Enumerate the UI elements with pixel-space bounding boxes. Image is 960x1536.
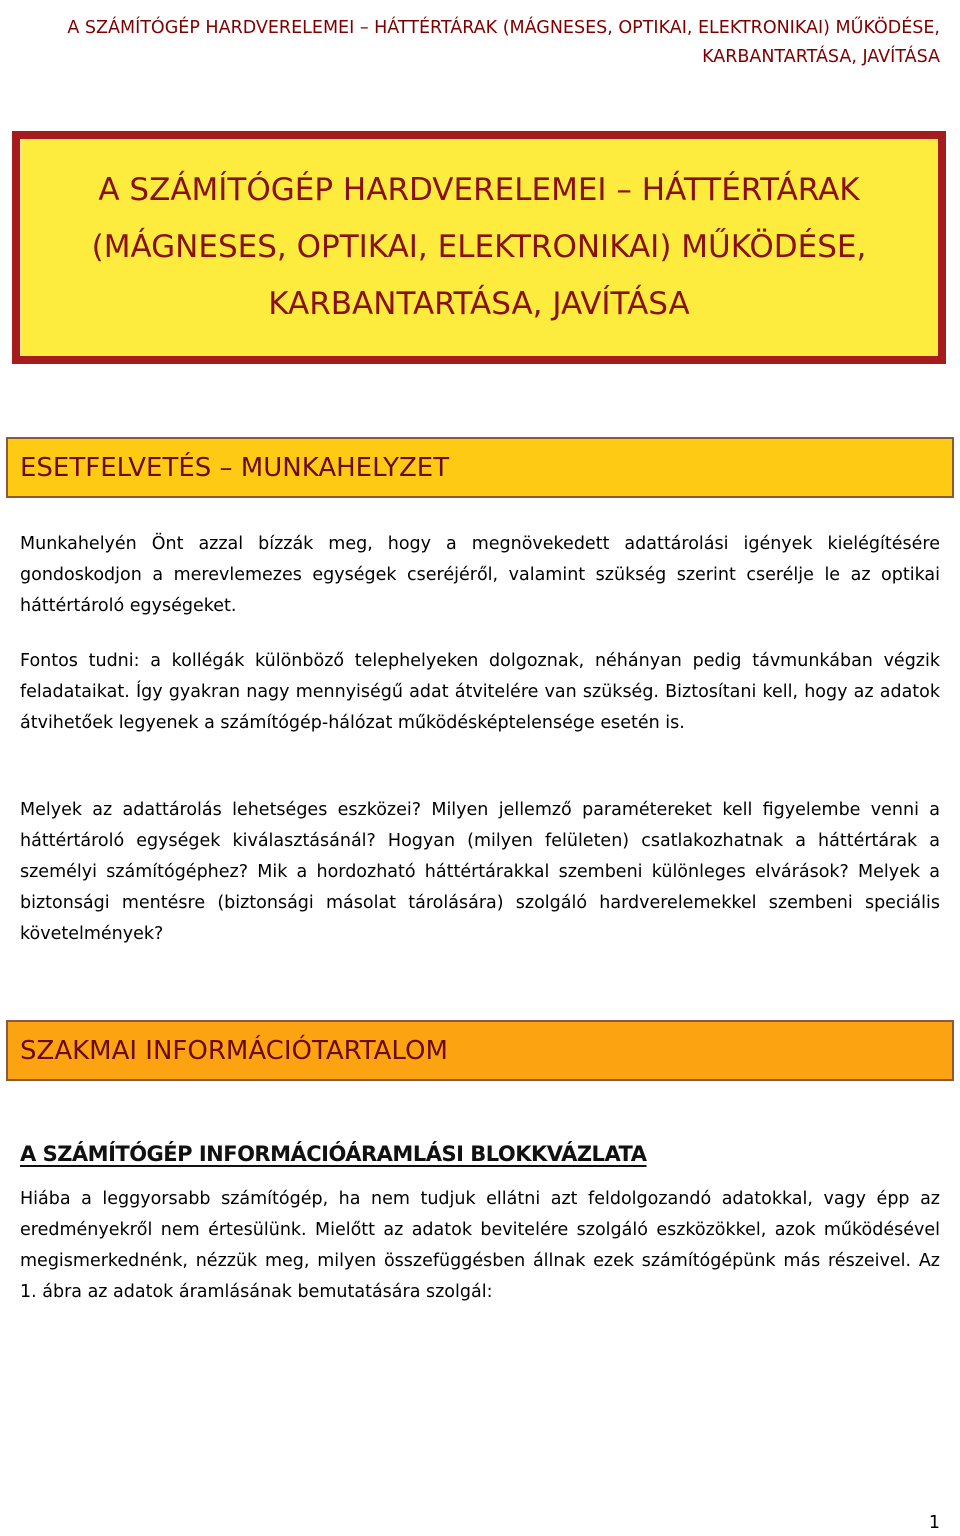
section-heading-label: SZAKMAI INFORMÁCIÓTARTALOM [20, 1035, 448, 1066]
paragraph-important: Fontos tudni: a kollégák különböző telephelyeken dolgoznak, néhányan pedig távmunkában végzik feladataikat. Így gyakran nagy mennyiségű adat átvitelére van szükség. Biztosítani kell, hogy az adatok átvihetőek legyenek a számítógép-hálózat működésképtelensége esetén is. [20, 651, 940, 733]
paragraph-assignment: Munkahelyén Önt azzal bízzák meg, hogy a megnövekedett adattárolási igények kielégítésére gondoskodjon a merevlemezes egységek cseréjéről, valamint szükség szerint cserélje le az optikai háttértároló egységeket. [20, 534, 940, 616]
page-number: 1 [928, 1513, 940, 1533]
document-title: A SZÁMÍTÓGÉP HARDVERELEMEI – HÁTTÉRTÁRAK (MÁGNESES, OPTIKAI, ELEKTRONIKAI) MŰKÖDÉSE, KARBANTARTÁSA, JAVÍTÁSA [91, 172, 867, 322]
title-box [12, 131, 946, 364]
paragraph-questions: Melyek az adattárolás lehetséges eszközei? Milyen jellemző paramétereket kell figyelembe venni a háttértároló egységek kiválasztásánál? Hogyan (milyen felületen) csatlakozhatnak a háttértárak a személyi számítógéphez? Mik a hordozható háttértárakkal szembeni különleges elvárások? Melyek a biztonsági mentésre (biztonsági másolat tárolására) szolgáló hardverelemekkel szembeni speciális követelmények? [20, 800, 940, 944]
paragraph-intro: Hiába a leggyorsabb számítógép, ha nem tudjuk ellátni azt feldolgozandó adatokkal, vagy épp az eredményekről nem értesülünk. Mielőtt az adatok bevitelére szolgáló eszközökkel, azok működésével megismerkednénk, nézzük meg, milyen összefüggésben állnak ezek számítógépünk más részeivel. Az 1. ábra az adatok áramlásának bemutatására szolgál: [20, 1189, 940, 1302]
subheading-blokkvazlat: A SZÁMÍTÓGÉP INFORMÁCIÓÁRAMLÁSI BLOKKVÁZLATA [20, 1142, 647, 1166]
section-heading-szakmai [6, 1020, 954, 1081]
running-header: A SZÁMÍTÓGÉP HARDVERELEMEI – HÁTTÉRTÁRAK (MÁGNESES, OPTIKAI, ELEKTRONIKAI) MŰKÖDÉSE, KARBANTARTÁSA, JAVÍTÁSA [67, 18, 940, 67]
section-heading-label: ESETFELVETÉS – MUNKAHELYZET [20, 452, 450, 483]
title-box-inner [20, 139, 938, 356]
section-heading-esetfelvetes [6, 437, 954, 498]
